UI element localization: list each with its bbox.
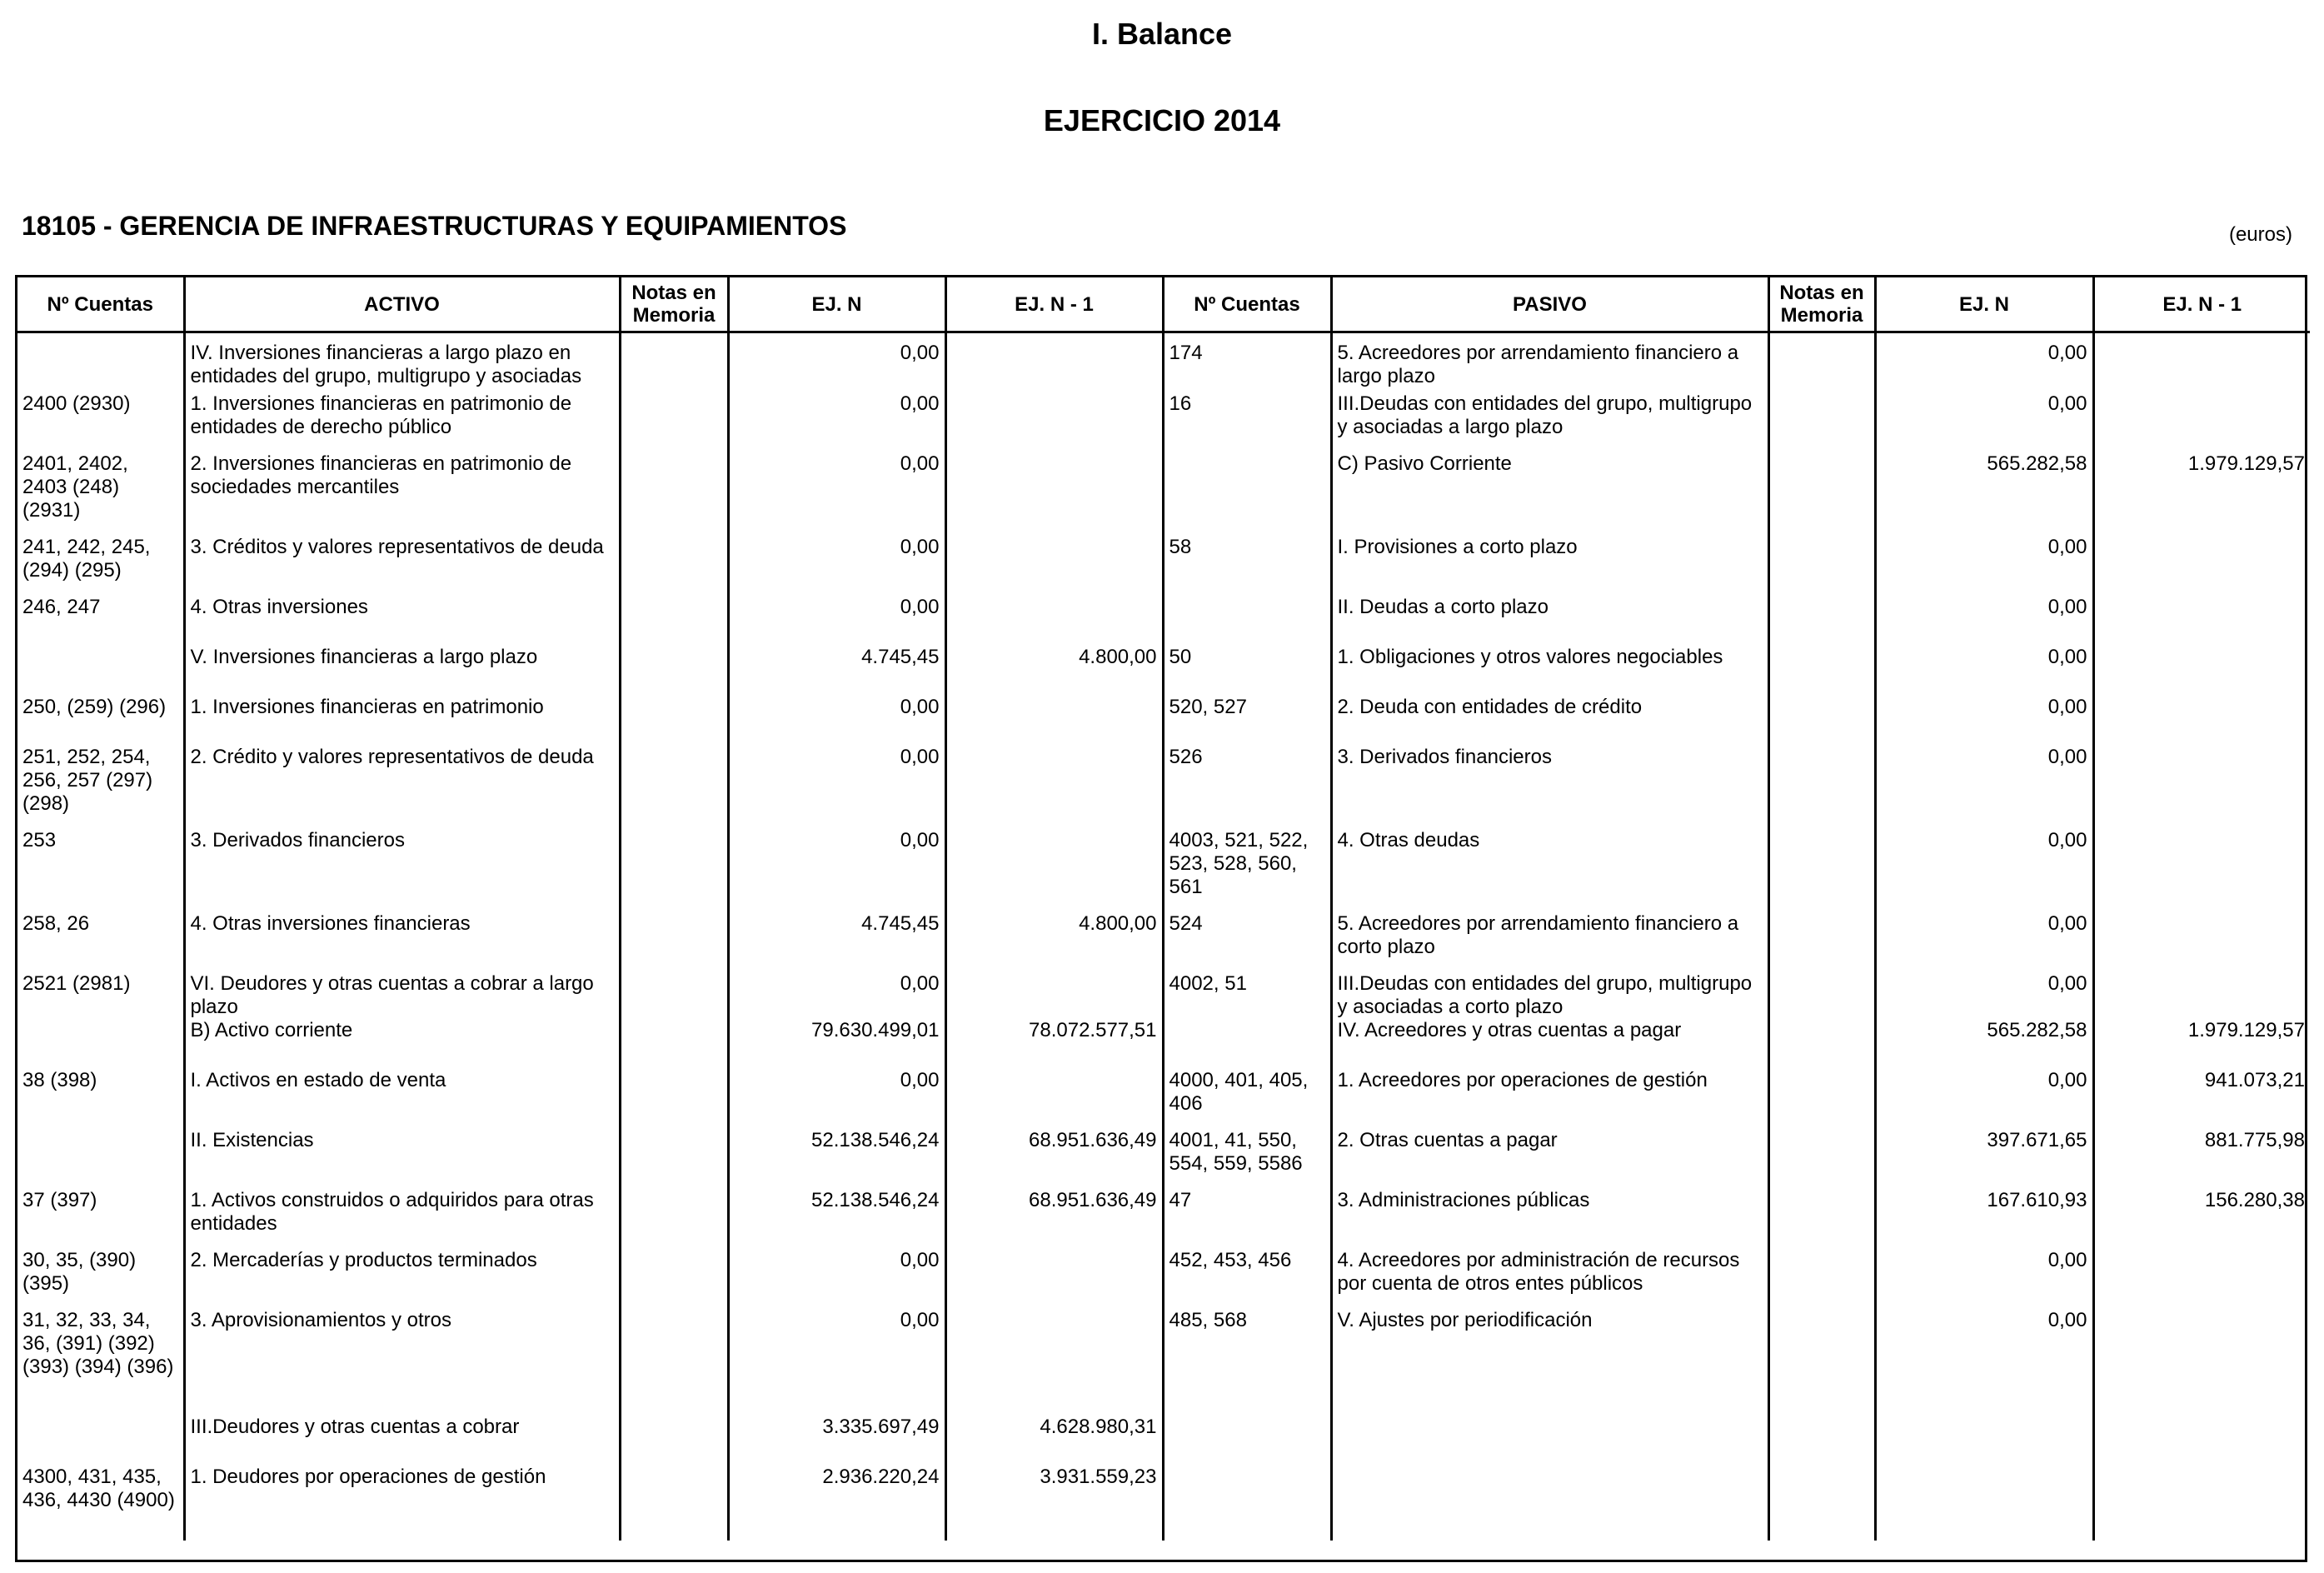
activo-ej-n1-cell	[945, 1309, 1163, 1416]
pasivo-descripcion-cell: V. Ajustes por periodificación	[1331, 1309, 1768, 1416]
document-title: I. Balance	[1091, 17, 1233, 51]
activo-cuentas-cell	[17, 1019, 184, 1069]
pasivo-ej-n-cell: 0,00	[1875, 332, 2093, 392]
balance-table	[17, 277, 2310, 1541]
pasivo-cuentas-cell	[1163, 596, 1331, 646]
activo-descripcion-cell: II. Existencias	[184, 1129, 620, 1189]
pasivo-descripcion-cell: C) Pasivo Corriente	[1331, 452, 1768, 536]
activo-ej-n1-cell	[945, 746, 1163, 829]
activo-ej-n-cell: 0,00	[728, 972, 945, 1019]
pasivo-ej-n-cell: 0,00	[1875, 1309, 2093, 1416]
pasivo-cuentas-cell: 485, 568	[1163, 1309, 1331, 1416]
table-row	[17, 1019, 2310, 1069]
activo-cuentas-cell: 250, (259) (296)	[17, 696, 184, 746]
activo-descripcion-cell: 4. Otras inversiones	[184, 596, 620, 646]
activo-descripcion-cell: 1. Inversiones financieras en patrimonio de entidades de derecho público	[184, 392, 620, 452]
currency-units: (euros)	[2228, 223, 2292, 246]
col-pasivo-ej-n: EJ. N	[1875, 277, 2093, 332]
pasivo-cuentas-cell: 520, 527	[1163, 696, 1331, 746]
pasivo-ej-n-cell: 565.282,58	[1875, 452, 2093, 536]
pasivo-ej-n1-cell	[2093, 912, 2310, 972]
pasivo-cuentas-cell: 47	[1163, 1189, 1331, 1249]
pasivo-cuentas-cell	[1163, 1466, 1331, 1541]
activo-descripcion-cell: B) Activo corriente	[184, 1019, 620, 1069]
activo-ej-n-cell: 0,00	[728, 829, 945, 912]
table-row	[17, 1129, 2310, 1189]
pasivo-notas-cell	[1768, 452, 1875, 536]
pasivo-notas-cell	[1768, 696, 1875, 746]
table-row	[17, 332, 2310, 392]
activo-descripcion-cell: 2. Mercaderías y productos terminados	[184, 1249, 620, 1309]
activo-ej-n-cell: 0,00	[728, 1069, 945, 1129]
activo-ej-n-cell: 0,00	[728, 596, 945, 646]
activo-ej-n-cell: 0,00	[728, 1249, 945, 1309]
col-pasivo-cuentas: Nº Cuentas	[1163, 277, 1331, 332]
activo-notas-cell	[620, 1129, 728, 1189]
col-pasivo: PASIVO	[1331, 277, 1768, 332]
activo-notas-cell	[620, 1189, 728, 1249]
balance-sheet	[15, 275, 2307, 1562]
pasivo-cuentas-cell: 452, 453, 456	[1163, 1249, 1331, 1309]
pasivo-descripcion-cell: 1. Acreedores por operaciones de gestión	[1331, 1069, 1768, 1129]
activo-notas-cell	[620, 1416, 728, 1466]
activo-ej-n-cell: 0,00	[728, 452, 945, 536]
pasivo-cuentas-cell: 4000, 401, 405, 406	[1163, 1069, 1331, 1129]
col-activo: ACTIVO	[184, 277, 620, 332]
activo-notas-cell	[620, 332, 728, 392]
pasivo-ej-n1-cell	[2093, 746, 2310, 829]
table-row	[17, 1466, 2310, 1541]
pasivo-ej-n1-cell: 1.979.129,57	[2093, 452, 2310, 536]
pasivo-notas-cell	[1768, 1189, 1875, 1249]
pasivo-descripcion-cell: 4. Otras deudas	[1331, 829, 1768, 912]
pasivo-notas-cell	[1768, 536, 1875, 596]
activo-ej-n-cell: 52.138.546,24	[728, 1189, 945, 1249]
activo-ej-n1-cell	[945, 332, 1163, 392]
activo-ej-n-cell: 4.745,45	[728, 912, 945, 972]
pasivo-cuentas-cell: 4002, 51	[1163, 972, 1331, 1019]
activo-ej-n-cell: 0,00	[728, 746, 945, 829]
table-row	[17, 1249, 2310, 1309]
activo-descripcion-cell: V. Inversiones financieras a largo plazo	[184, 646, 620, 696]
activo-cuentas-cell: 253	[17, 829, 184, 912]
activo-notas-cell	[620, 1249, 728, 1309]
pasivo-descripcion-cell: III.Deudas con entidades del grupo, multigrupo y asociadas a largo plazo	[1331, 392, 1768, 452]
activo-notas-cell	[620, 746, 728, 829]
activo-ej-n-cell: 0,00	[728, 696, 945, 746]
col-pasivo-notas: Notas en Memoria	[1768, 277, 1875, 332]
pasivo-ej-n1-cell: 1.979.129,57	[2093, 1019, 2310, 1069]
activo-notas-cell	[620, 696, 728, 746]
pasivo-cuentas-cell: 4001, 41, 550, 554, 559, 5586	[1163, 1129, 1331, 1189]
pasivo-descripcion-cell: 4. Acreedores por administración de recursos por cuenta de otros entes públicos	[1331, 1249, 1768, 1309]
pasivo-notas-cell	[1768, 1129, 1875, 1189]
activo-ej-n-cell: 0,00	[728, 1309, 945, 1416]
pasivo-cuentas-cell: 50	[1163, 646, 1331, 696]
activo-descripcion-cell: 1. Inversiones financieras en patrimonio	[184, 696, 620, 746]
pasivo-descripcion-cell: 3. Derivados financieros	[1331, 746, 1768, 829]
activo-cuentas-cell	[17, 1416, 184, 1466]
pasivo-cuentas-cell: 174	[1163, 332, 1331, 392]
activo-ej-n-cell: 0,00	[728, 536, 945, 596]
pasivo-ej-n-cell: 167.610,93	[1875, 1189, 2093, 1249]
activo-cuentas-cell: 30, 35, (390) (395)	[17, 1249, 184, 1309]
activo-ej-n1-cell: 4.800,00	[945, 912, 1163, 972]
pasivo-ej-n-cell: 0,00	[1875, 1249, 2093, 1309]
activo-descripcion-cell: IV. Inversiones financieras a largo plazo en entidades del grupo, multigrupo y asociadas	[184, 332, 620, 392]
table-row	[17, 1189, 2310, 1249]
pasivo-ej-n-cell: 565.282,58	[1875, 1019, 2093, 1069]
activo-notas-cell	[620, 452, 728, 536]
pasivo-ej-n1-cell	[2093, 829, 2310, 912]
pasivo-ej-n1-cell	[2093, 1309, 2310, 1416]
activo-descripcion-cell: 3. Aprovisionamientos y otros	[184, 1309, 620, 1416]
pasivo-ej-n1-cell	[2093, 696, 2310, 746]
activo-descripcion-cell: 2. Crédito y valores representativos de deuda	[184, 746, 620, 829]
pasivo-descripcion-cell: 5. Acreedores por arrendamiento financiero a largo plazo	[1331, 332, 1768, 392]
header-row	[17, 277, 2310, 332]
activo-notas-cell	[620, 829, 728, 912]
activo-descripcion-cell: I. Activos en estado de venta	[184, 1069, 620, 1129]
pasivo-notas-cell	[1768, 1466, 1875, 1541]
table-row	[17, 696, 2310, 746]
activo-cuentas-cell	[17, 646, 184, 696]
pasivo-descripcion-cell	[1331, 1416, 1768, 1466]
pasivo-notas-cell	[1768, 1069, 1875, 1129]
pasivo-ej-n-cell: 0,00	[1875, 392, 2093, 452]
activo-ej-n1-cell: 78.072.577,51	[945, 1019, 1163, 1069]
pasivo-ej-n-cell: 0,00	[1875, 1069, 2093, 1129]
pasivo-descripcion-cell: 3. Administraciones públicas	[1331, 1189, 1768, 1249]
activo-notas-cell	[620, 1019, 728, 1069]
pasivo-ej-n-cell: 0,00	[1875, 536, 2093, 596]
activo-notas-cell	[620, 912, 728, 972]
activo-cuentas-cell: 31, 32, 33, 34, 36, (391) (392) (393) (394) (396)	[17, 1309, 184, 1416]
activo-ej-n-cell: 3.335.697,49	[728, 1416, 945, 1466]
table-row	[17, 912, 2310, 972]
pasivo-ej-n-cell: 0,00	[1875, 972, 2093, 1019]
activo-ej-n1-cell	[945, 972, 1163, 1019]
table-row	[17, 746, 2310, 829]
pasivo-ej-n1-cell	[2093, 1466, 2310, 1541]
activo-descripcion-cell: VI. Deudores y otras cuentas a cobrar a largo plazo	[184, 972, 620, 1019]
pasivo-cuentas-cell: 16	[1163, 392, 1331, 452]
activo-ej-n-cell: 79.630.499,01	[728, 1019, 945, 1069]
pasivo-notas-cell	[1768, 1416, 1875, 1466]
activo-cuentas-cell: 38 (398)	[17, 1069, 184, 1129]
table-row	[17, 1309, 2310, 1416]
activo-descripcion-cell: III.Deudores y otras cuentas a cobrar	[184, 1416, 620, 1466]
pasivo-descripcion-cell: 2. Otras cuentas a pagar	[1331, 1129, 1768, 1189]
activo-descripcion-cell: 3. Créditos y valores representativos de deuda	[184, 536, 620, 596]
table-row	[17, 596, 2310, 646]
pasivo-ej-n1-cell: 881.775,98	[2093, 1129, 2310, 1189]
activo-ej-n1-cell: 4.800,00	[945, 646, 1163, 696]
activo-ej-n1-cell	[945, 536, 1163, 596]
activo-ej-n1-cell: 4.628.980,31	[945, 1416, 1163, 1466]
activo-cuentas-cell: 251, 252, 254, 256, 257 (297) (298)	[17, 746, 184, 829]
activo-notas-cell	[620, 1466, 728, 1541]
activo-cuentas-cell: 246, 247	[17, 596, 184, 646]
pasivo-descripcion-cell: III.Deudas con entidades del grupo, multigrupo y asociadas a corto plazo	[1331, 972, 1768, 1019]
table-row	[17, 452, 2310, 536]
table-row	[17, 536, 2310, 596]
pasivo-descripcion-cell: 2. Deuda con entidades de crédito	[1331, 696, 1768, 746]
activo-notas-cell	[620, 392, 728, 452]
activo-notas-cell	[620, 596, 728, 646]
activo-notas-cell	[620, 1069, 728, 1129]
activo-ej-n1-cell	[945, 392, 1163, 452]
activo-ej-n1-cell: 68.951.636,49	[945, 1129, 1163, 1189]
activo-cuentas-cell	[17, 1129, 184, 1189]
pasivo-ej-n1-cell	[2093, 536, 2310, 596]
pasivo-notas-cell	[1768, 1019, 1875, 1069]
pasivo-ej-n-cell: 0,00	[1875, 912, 2093, 972]
pasivo-notas-cell	[1768, 829, 1875, 912]
activo-ej-n-cell: 0,00	[728, 392, 945, 452]
activo-ej-n-cell: 4.745,45	[728, 646, 945, 696]
activo-ej-n-cell: 52.138.546,24	[728, 1129, 945, 1189]
table-row	[17, 1069, 2310, 1129]
activo-ej-n1-cell	[945, 452, 1163, 536]
pasivo-cuentas-cell: 4003, 521, 522, 523, 528, 560, 561	[1163, 829, 1331, 912]
activo-cuentas-cell: 2521 (2981)	[17, 972, 184, 1019]
pasivo-ej-n1-cell	[2093, 596, 2310, 646]
pasivo-ej-n1-cell	[2093, 646, 2310, 696]
pasivo-notas-cell	[1768, 646, 1875, 696]
col-activo-ej-n: EJ. N	[728, 277, 945, 332]
activo-cuentas-cell	[17, 332, 184, 392]
activo-ej-n1-cell: 68.951.636,49	[945, 1189, 1163, 1249]
activo-notas-cell	[620, 646, 728, 696]
pasivo-ej-n1-cell	[2093, 1249, 2310, 1309]
activo-cuentas-cell: 37 (397)	[17, 1189, 184, 1249]
activo-descripcion-cell: 2. Inversiones financieras en patrimonio de sociedades mercantiles	[184, 452, 620, 536]
activo-ej-n1-cell	[945, 1249, 1163, 1309]
col-activo-notas: Notas en Memoria	[620, 277, 728, 332]
pasivo-cuentas-cell: 526	[1163, 746, 1331, 829]
pasivo-cuentas-cell: 524	[1163, 912, 1331, 972]
activo-ej-n1-cell	[945, 1069, 1163, 1129]
activo-cuentas-cell: 2401, 2402, 2403 (248) (2931)	[17, 452, 184, 536]
pasivo-ej-n-cell: 397.671,65	[1875, 1129, 2093, 1189]
pasivo-cuentas-cell: 58	[1163, 536, 1331, 596]
activo-cuentas-cell: 258, 26	[17, 912, 184, 972]
pasivo-ej-n1-cell	[2093, 1416, 2310, 1466]
activo-cuentas-cell: 2400 (2930)	[17, 392, 184, 452]
exercise-year: EJERCICIO 2014	[1043, 103, 1281, 137]
pasivo-notas-cell	[1768, 596, 1875, 646]
pasivo-ej-n-cell	[1875, 1416, 2093, 1466]
activo-cuentas-cell: 241, 242, 245, (294) (295)	[17, 536, 184, 596]
pasivo-ej-n-cell: 0,00	[1875, 646, 2093, 696]
pasivo-ej-n1-cell	[2093, 392, 2310, 452]
pasivo-descripcion-cell: II. Deudas a corto plazo	[1331, 596, 1768, 646]
pasivo-ej-n1-cell: 941.073,21	[2093, 1069, 2310, 1129]
pasivo-descripcion-cell: I. Provisiones a corto plazo	[1331, 536, 1768, 596]
pasivo-notas-cell	[1768, 912, 1875, 972]
col-activo-cuentas: Nº Cuentas	[17, 277, 184, 332]
activo-ej-n1-cell	[945, 596, 1163, 646]
pasivo-descripcion-cell: IV. Acreedores y otras cuentas a pagar	[1331, 1019, 1768, 1069]
pasivo-descripcion-cell: 1. Obligaciones y otros valores negociables	[1331, 646, 1768, 696]
activo-cuentas-cell: 4300, 431, 435, 436, 4430 (4900)	[17, 1466, 184, 1541]
activo-ej-n1-cell: 3.931.559,23	[945, 1466, 1163, 1541]
activo-descripcion-cell: 4. Otras inversiones financieras	[184, 912, 620, 972]
col-pasivo-ej-n1: EJ. N - 1	[2093, 277, 2310, 332]
table-row	[17, 646, 2310, 696]
activo-descripcion-cell: 1. Deudores por operaciones de gestión	[184, 1466, 620, 1541]
pasivo-ej-n-cell: 0,00	[1875, 829, 2093, 912]
pasivo-notas-cell	[1768, 392, 1875, 452]
pasivo-notas-cell	[1768, 1309, 1875, 1416]
activo-notas-cell	[620, 972, 728, 1019]
pasivo-ej-n-cell: 0,00	[1875, 596, 2093, 646]
activo-notas-cell	[620, 536, 728, 596]
pasivo-descripcion-cell: 5. Acreedores por arrendamiento financiero a corto plazo	[1331, 912, 1768, 972]
pasivo-ej-n-cell: 0,00	[1875, 696, 2093, 746]
pasivo-ej-n-cell	[1875, 1466, 2093, 1541]
activo-notas-cell	[620, 1309, 728, 1416]
table-row	[17, 972, 2310, 1019]
activo-ej-n1-cell	[945, 696, 1163, 746]
activo-ej-n-cell: 2.936.220,24	[728, 1466, 945, 1541]
activo-ej-n-cell: 0,00	[728, 332, 945, 392]
pasivo-cuentas-cell	[1163, 1019, 1331, 1069]
activo-descripcion-cell: 1. Activos construidos o adquiridos para otras entidades	[184, 1189, 620, 1249]
pasivo-notas-cell	[1768, 972, 1875, 1019]
pasivo-cuentas-cell	[1163, 452, 1331, 536]
activo-ej-n1-cell	[945, 829, 1163, 912]
table-row	[17, 1416, 2310, 1466]
activo-descripcion-cell: 3. Derivados financieros	[184, 829, 620, 912]
pasivo-ej-n1-cell	[2093, 972, 2310, 1019]
pasivo-ej-n-cell: 0,00	[1875, 746, 2093, 829]
pasivo-ej-n1-cell	[2093, 332, 2310, 392]
table-row	[17, 392, 2310, 452]
pasivo-notas-cell	[1768, 746, 1875, 829]
entity-name: 18105 - GERENCIA DE INFRAESTRUCTURAS Y EQUIPAMIENTOS	[22, 211, 847, 241]
pasivo-notas-cell	[1768, 1249, 1875, 1309]
pasivo-notas-cell	[1768, 332, 1875, 392]
pasivo-cuentas-cell	[1163, 1416, 1331, 1466]
pasivo-ej-n1-cell: 156.280,38	[2093, 1189, 2310, 1249]
pasivo-descripcion-cell	[1331, 1466, 1768, 1541]
table-row	[17, 829, 2310, 912]
col-activo-ej-n1: EJ. N - 1	[945, 277, 1163, 332]
